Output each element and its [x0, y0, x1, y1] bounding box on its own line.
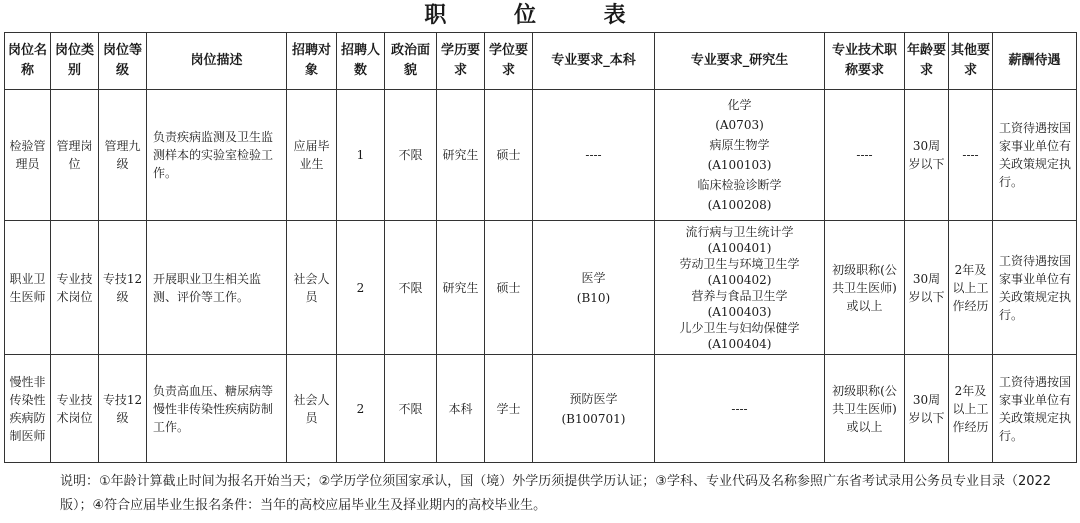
job-degree: 学士 — [485, 355, 533, 463]
page-title: 职 位 表 — [424, 3, 656, 28]
job-degree: 硕士 — [485, 90, 533, 221]
age-requirement: 30周岁以下 — [905, 355, 949, 463]
header-cell: 专业要求_研究生 — [655, 33, 825, 90]
major-line: 劳动卫生与环境卫生学 — [679, 256, 800, 271]
header-cell: 薪酬待遇 — [993, 33, 1077, 90]
job-name: 职业卫生医师 — [5, 221, 51, 355]
major-line: (A100401) — [707, 240, 772, 255]
header-cell: 专业技术职称要求 — [825, 33, 905, 90]
salary: 工资待遇按国家事业单位有关政策规定执行。 — [993, 355, 1077, 463]
major-line: 病原生物学 — [709, 138, 770, 152]
position-table — [4, 32, 1077, 463]
major-line: 预防医学 — [569, 391, 618, 406]
salary: 工资待遇按国家事业单位有关政策规定执行。 — [993, 221, 1077, 355]
job-level: 专技12级 — [99, 221, 147, 355]
major-line: (A100208) — [707, 198, 772, 212]
major-line: (A100402) — [707, 272, 772, 287]
salary: 工资待遇按国家事业单位有关政策规定执行。 — [993, 90, 1077, 221]
major-grad: ---- — [655, 355, 825, 463]
major-line: (A100103) — [707, 158, 772, 172]
header-cell: 岗位类别 — [51, 33, 99, 90]
job-degree: 硕士 — [485, 221, 533, 355]
job-education: 本科 — [437, 355, 485, 463]
header-cell: 学位要求 — [485, 33, 533, 90]
major-line: 化学 — [727, 98, 752, 112]
header-cell: 专业要求_本科 — [533, 33, 655, 90]
table-row — [5, 90, 1077, 221]
job-level: 专技12级 — [99, 355, 147, 463]
table-header-row — [5, 33, 1077, 90]
header-cell: 其他要求 — [949, 33, 993, 90]
major-line: (A100404) — [707, 336, 772, 351]
job-education: 研究生 — [437, 90, 485, 221]
job-name: 检验管理员 — [5, 90, 51, 221]
job-category: 专业技术岗位 — [51, 355, 99, 463]
job-count: 2 — [337, 355, 385, 463]
title-requirement: ---- — [825, 90, 905, 221]
major-grad — [655, 90, 825, 221]
job-target: 社会人员 — [287, 221, 337, 355]
header-cell: 政治面貌 — [385, 33, 437, 90]
other-requirement: 2年及以上工作经历 — [949, 355, 993, 463]
title-requirement: 初级职称(公共卫生医师)或以上 — [825, 355, 905, 463]
job-name: 慢性非传染性疾病防制医师 — [5, 355, 51, 463]
job-target: 应届毕业生 — [287, 90, 337, 221]
job-category: 专业技术岗位 — [51, 221, 99, 355]
other-requirement: 2年及以上工作经历 — [949, 221, 993, 355]
job-description: 负责高血压、糖尿病等慢性非传染性疾病防制工作。 — [147, 355, 287, 463]
major-line: 流行病与卫生统计学 — [685, 224, 794, 239]
header-cell: 岗位描述 — [147, 33, 287, 90]
job-political: 不限 — [385, 90, 437, 221]
major-line: (B100701) — [561, 411, 626, 426]
header-cell: 学历要求 — [437, 33, 485, 90]
major-line: (A0703) — [715, 118, 764, 132]
age-requirement: 30周岁以下 — [905, 90, 949, 221]
header-cell: 招聘人数 — [337, 33, 385, 90]
header-cell: 年龄要求 — [905, 33, 949, 90]
major-line: 临床检验诊断学 — [697, 178, 782, 192]
job-education: 研究生 — [437, 221, 485, 355]
major-line: 医学 — [581, 270, 606, 285]
job-level: 管理九级 — [99, 90, 147, 221]
other-requirement: ---- — [949, 90, 993, 221]
job-description: 开展职业卫生相关监测、评价等工作。 — [147, 221, 287, 355]
notes: 说明：①年龄计算截止时间为报名开始当天；②学历学位须国家承认，国（境）外学历须提供学历认证；③学科、专业代码及名称参照广东省考试录用公务员专业目录（2022版）；④符合应届毕业生报名条件：当年的高校应届毕业生及择业期内的高校毕业生。 — [60, 474, 1052, 513]
title-requirement: 初级职称(公共卫生医师)或以上 — [825, 221, 905, 355]
major-line: 营养与食品卫生学 — [691, 288, 788, 303]
major-undergrad: ---- — [533, 90, 655, 221]
job-category: 管理岗位 — [51, 90, 99, 221]
header-cell: 岗位等级 — [99, 33, 147, 90]
major-undergrad — [533, 221, 655, 355]
major-grad — [655, 221, 825, 355]
table-row — [5, 221, 1077, 355]
major-line: (B10) — [576, 290, 611, 305]
major-line: (A100403) — [707, 304, 772, 319]
age-requirement: 30周岁以下 — [905, 221, 949, 355]
job-political: 不限 — [385, 221, 437, 355]
header-cell: 招聘对象 — [287, 33, 337, 90]
job-description: 负责疾病监测及卫生监测样本的实验室检验工作。 — [147, 90, 287, 221]
major-undergrad — [533, 355, 655, 463]
job-count: 1 — [337, 90, 385, 221]
job-count: 2 — [337, 221, 385, 355]
table-row — [5, 355, 1077, 463]
major-line: 儿少卫生与妇幼保健学 — [679, 320, 800, 335]
job-target: 社会人员 — [287, 355, 337, 463]
job-political: 不限 — [385, 355, 437, 463]
header-cell: 岗位名称 — [5, 33, 51, 90]
